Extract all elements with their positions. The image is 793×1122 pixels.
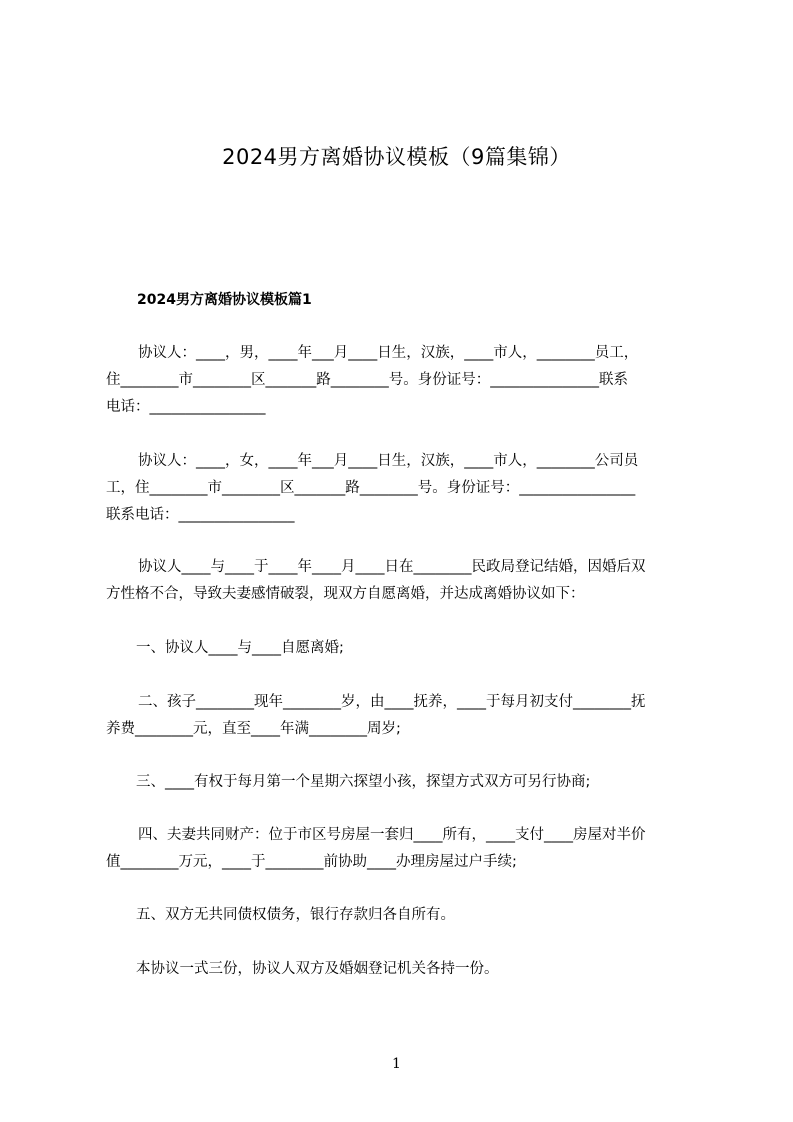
section-title: 2024男方离婚协议模板篇1 [137,292,312,308]
party-male-line-1: 协议人：____，男，____年___月____日生，汉族，____市人，________员工， [138,345,639,361]
party-female-line-2: 工，住________市________区_______路________号。身份证号：________________ [106,480,636,496]
page-number: 1 [392,1056,401,1072]
clause-3: 三、____有权于每月第一个星期六探望小孩，探望方式双方可另行协商; [136,774,591,790]
party-female-line-3: 联系电话：________________ [106,507,295,523]
party-male-line-3: 电话：________________ [106,399,266,415]
clause-2-line-1: 二、孩子________现年________岁，由____抚养，____于每月初支付________抚 [138,694,646,710]
clause-2-line-2: 养费________元，直至____年满________周岁; [106,721,401,737]
clause-1: 一、协议人____与____自愿离婚; [136,640,344,656]
party-female-line-1: 协议人：____，女，____年___月____日生，汉族，____市人，________公司员 [138,453,639,469]
clause-4-line-2: 值________万元，____于________前协助____办理房屋过户手续; [106,854,517,870]
clause-4-line-1: 四、夫妻共同财产：位于市区号房屋一套归____所有，____支付____房屋对半价 [138,827,646,843]
marriage-statement-line-1: 协议人____与____于____年____月____日在________民政局登记结婚，因婚后双 [138,559,646,575]
party-male-line-2: 住________市________区_______路________号。身份证号：_______________联系 [106,372,628,388]
clause-5: 五、双方无共同债权债务，银行存款归各自所有。 [136,907,455,923]
marriage-statement-line-2: 方性格不合，导致夫妻感情破裂，现双方自愿离婚，并达成离婚协议如下： [106,586,585,602]
document-title: 2024男方离婚协议模板（9篇集锦） [222,145,571,169]
copies-statement: 本协议一式三份，协议人双方及婚姻登记机关各持一份。 [136,961,499,977]
